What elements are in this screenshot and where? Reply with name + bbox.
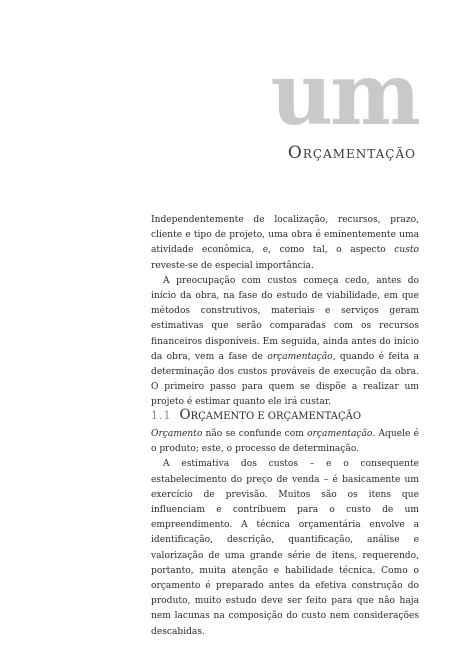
section-heading — [151, 406, 419, 426]
intro-paragraph-1 — [151, 213, 419, 274]
intro-p2-text-a: A preocupação com custos começa cedo, antes do início da obra, na fase do estudo de viabilidade, em que métodos construtivos, materiais e serviços geram estimativas que serão comparadas com os recursos financeiros disponíveis. Em seguida, ainda antes do início da obra, vem a fase de — [151, 275, 419, 362]
section-1-1 — [151, 406, 419, 640]
intro-text — [151, 213, 419, 411]
chapter-number: um — [270, 44, 418, 145]
section-title-rest: RÇAMENTO E ORÇAMENTAÇÃO — [190, 411, 362, 422]
intro-paragraph-2 — [151, 274, 419, 411]
section-p1-italic-a: Orçamento — [151, 429, 203, 439]
intro-p2-text-c: , quando é feita a determinação dos custos prováveis de execução da obra. O primeiro passo para quem se dispõe a realizar um projeto é estimar quanto ele irá custar. — [151, 351, 419, 408]
section-p1-text-d: . Aquele é o produto; este, o processo de determinação. — [151, 429, 419, 455]
chapter-title — [288, 143, 416, 163]
intro-p2-italic: orçamentação — [267, 351, 333, 362]
section-paragraph-1 — [151, 427, 419, 457]
section-paragraph-2: A estimativa dos custos – e o consequente estabelecimento do preço de venda – é basicamente um exercício de previsão. Muitos são os itens que influenciam e contribuem para o custo de um empreendimento. A técnica orçamentária envolve a identificação, descrição, quantificação, análise e valorização de uma grande série de itens, requerendo, portanto, muita atenção e habilidade técnica. Como o orçamento é preparado antes da efetiva construção do produto, muito estudo deve ser feito para que não haja nem lacunas na composição do custo nem considerações descabidas. — [151, 459, 419, 637]
chapter-title-rest: RÇAMENTAÇÃO — [302, 147, 416, 161]
section-p1-italic-c: orçamentação — [307, 429, 373, 439]
intro-p1-text-a: Independentemente de localização, recursos, prazo, cliente e tipo de projeto, uma obra é eminentemente uma atividade econômica, e, como tal, o aspecto — [151, 215, 419, 256]
chapter-title-initial: O — [287, 143, 303, 163]
section-title-initial: O — [179, 407, 191, 423]
section-number: 1.1 — [151, 409, 172, 422]
intro-p1-text-c: reveste-se de especial importância. — [151, 260, 314, 271]
section-p1-text-b: não se confunde com — [202, 429, 308, 439]
intro-p1-italic: custo — [394, 245, 419, 256]
